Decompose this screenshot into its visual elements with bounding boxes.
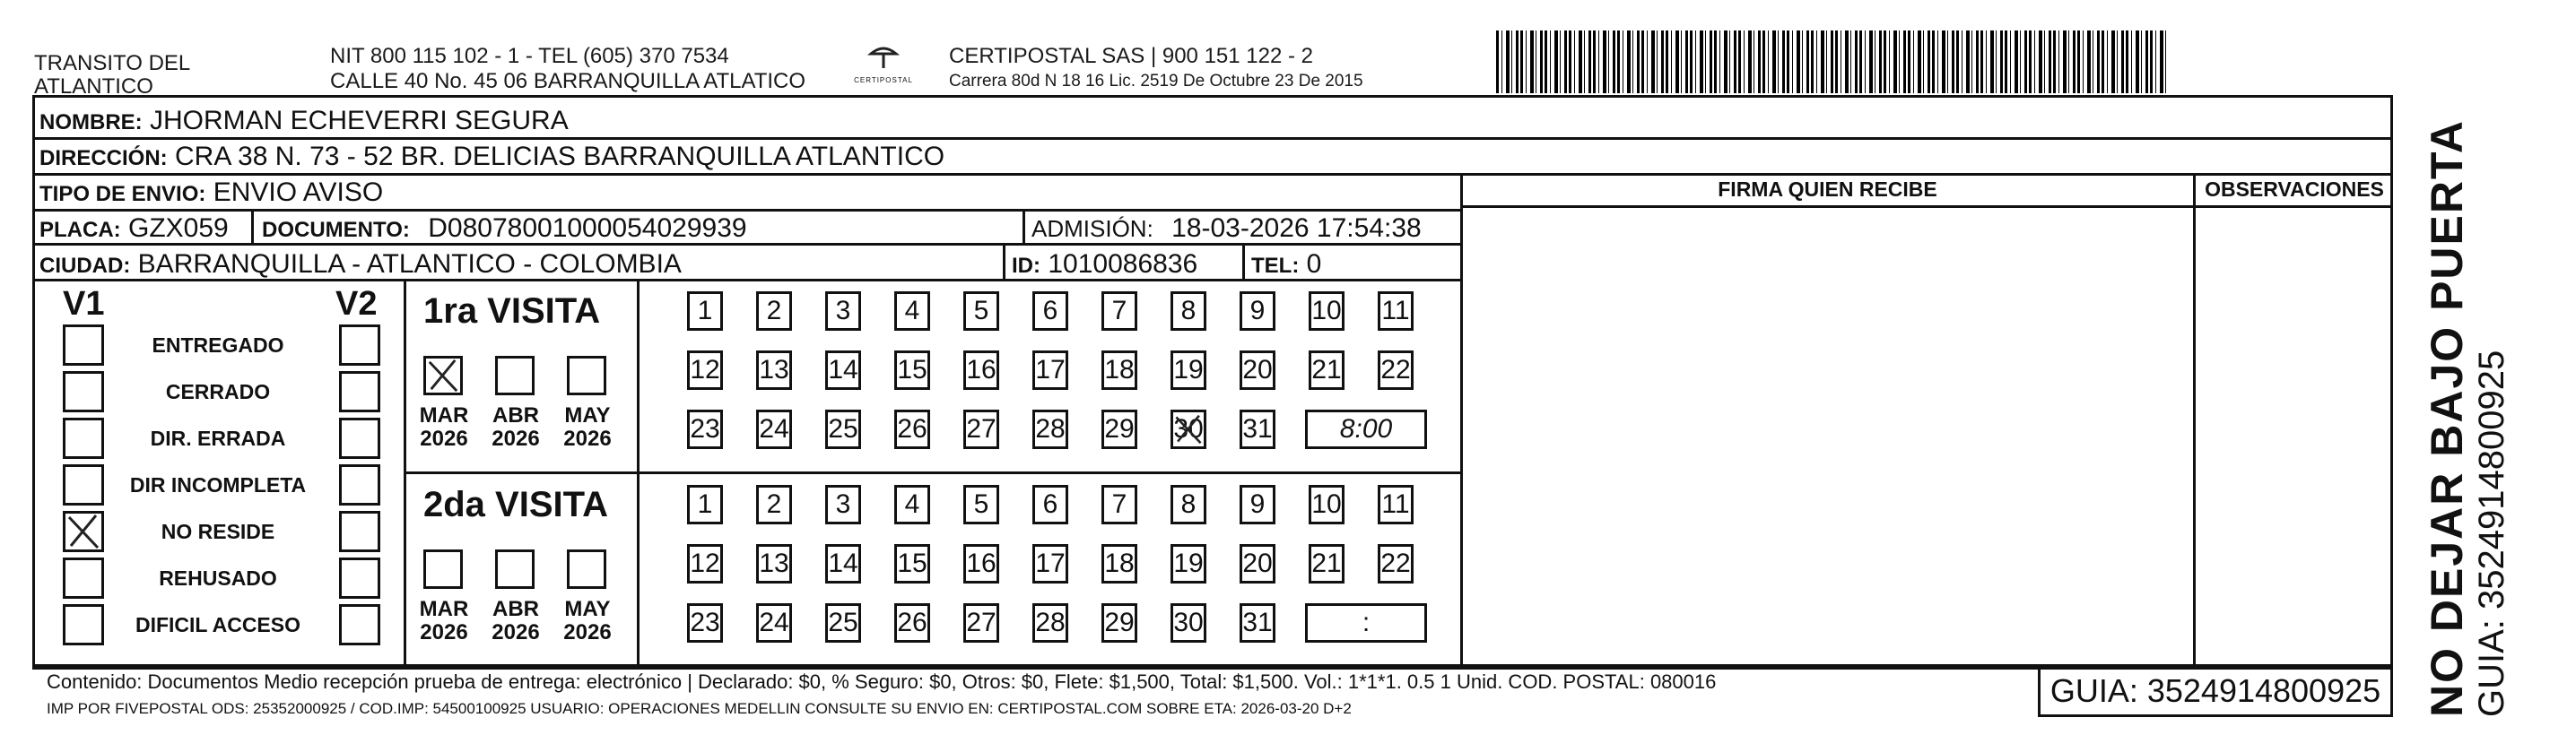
org-line-2: ATLANTICO [34,74,153,99]
firma-area[interactable] [1464,209,2192,666]
day-box[interactable]: 27 [963,410,999,449]
carrier-info [949,45,1363,91]
v2-checkbox[interactable] [339,558,380,599]
observaciones-area[interactable] [2197,209,2392,666]
contenido-line: Contenido: Documentos Medio recepción prueba de entrega: electrónico | Declarado: $0, % Seguro: $0, Otros: $0, Flete: $1,500, Total: $1,500. Vol.: 1*1*1. 0.5 1 Unid. COD. POSTAL: 080016 [47,670,1717,693]
month-checkbox[interactable] [423,549,463,589]
placa-field [39,213,229,246]
tel-label: TEL: [1251,254,1300,278]
v2-checkbox[interactable] [339,511,380,552]
admision-value: 18-03-2026 17:54:38 [1171,213,1422,243]
day-box[interactable]: 21 [1309,544,1345,584]
v1-checkbox[interactable] [63,324,104,366]
day-box[interactable]: 1 [687,291,723,331]
day-box[interactable]: 13 [756,544,792,584]
v2-checkbox[interactable] [339,371,380,412]
day-box[interactable]: 17 [1032,350,1068,390]
day-box[interactable]: 2 [756,485,792,524]
nit-line: NIT 800 115 102 - 1 - TEL (605) 370 7534 [330,44,729,68]
day-box[interactable]: 9 [1240,485,1275,524]
day-box[interactable]: 26 [894,410,930,449]
month-label: MAY 2026 [563,597,612,644]
documento-value: D08078001000054029939 [428,213,747,243]
v1-checkbox[interactable] [63,511,104,552]
imp-line: IMP POR FIVEPOSTAL ODS: 25352000925 / COD.IMP: 54500100925 USUARIO: OPERACIONES MEDELLIN CONSULTE SU ENVIO EN: CERTIPOSTAL.COM SOBRE ETA: 2026-03-20 D+2 [47,700,1352,717]
day-box[interactable]: 10 [1309,485,1345,524]
day-box[interactable]: 7 [1101,291,1137,331]
month-checkbox[interactable] [423,356,463,395]
v2-label: V2 [335,285,378,323]
day-box[interactable]: 4 [894,485,930,524]
status-option-label: DIR INCOMPLETA [129,473,307,497]
day-box[interactable]: 16 [963,350,999,390]
status-option-label: CERRADO [165,380,271,403]
time-box[interactable]: 8:00 [1305,410,1427,449]
month-checkbox[interactable] [567,356,606,395]
org-line-1: TRANSITO DEL [34,51,191,75]
id-field [1012,249,1197,281]
carrier-line-1: CERTIPOSTAL SAS | 900 151 122 - 2 [949,44,1313,68]
status-option-label: REHUSADO [159,566,277,590]
tel-value: 0 [1306,249,1322,279]
day-box[interactable]: 29 [1101,410,1137,449]
visit-title: 2da VISITA [423,485,608,524]
month-label: MAY 2026 [563,403,612,451]
ciudad-label: CIUDAD: [39,254,131,278]
direccion-field [39,142,944,174]
month-label: MAR 2026 [419,403,469,451]
day-box[interactable]: 2 [756,291,792,331]
direccion-label: DIRECCIÓN: [39,146,168,170]
day-box[interactable]: 20 [1240,350,1275,390]
day-box[interactable]: 23 [687,603,723,643]
documento-field [262,213,747,246]
barcode [1496,30,2169,93]
month-label: ABR 2026 [492,403,540,451]
tipo-envio-value: ENVIO AVISO [213,177,384,207]
day-box[interactable]: 25 [825,410,861,449]
month-checkbox[interactable] [567,549,606,589]
day-box[interactable]: 4 [894,291,930,331]
id-value: 1010086836 [1048,249,1198,279]
day-box[interactable]: 29 [1101,603,1137,643]
day-box[interactable]: 23 [687,410,723,449]
month-label: MAR 2026 [419,597,469,644]
day-box[interactable]: 19 [1171,350,1206,390]
v2-checkbox[interactable] [339,418,380,459]
observaciones-header: OBSERVACIONES [2205,177,2384,201]
day-box[interactable]: 6 [1032,485,1068,524]
nombre-field [39,106,569,138]
guia-box-text: GUIA: 3524914800925 [2049,672,2381,709]
v1-checkbox[interactable] [63,604,104,645]
day-box[interactable]: 17 [1032,544,1068,584]
day-box[interactable]: 14 [825,350,861,390]
day-box[interactable]: 22 [1378,544,1414,584]
month-checkbox[interactable] [495,356,535,395]
status-option-label: DIFICIL ACCESO [135,613,300,636]
day-box[interactable]: 8 [1171,485,1206,524]
day-box[interactable]: 21 [1309,350,1345,390]
nombre-value: JHORMAN ECHEVERRI SEGURA [150,106,569,135]
status-option-label: DIR. ERRADA [150,427,286,450]
day-box[interactable]: 15 [894,350,930,390]
visit-title: 1ra VISITA [423,291,601,331]
address-line: CALLE 40 No. 45 06 BARRANQUILLA ATLATICO [330,69,806,93]
placa-value: GZX059 [128,213,229,243]
day-box[interactable]: 5 [963,485,999,524]
logo-icon [867,45,900,72]
id-label: ID: [1012,254,1040,278]
documento-label: DOCUMENTO: [262,218,410,242]
day-box[interactable]: 31 [1240,410,1275,449]
direccion-value: CRA 38 N. 73 - 52 BR. DELICIAS BARRANQUILLA ATLANTICO [175,142,945,171]
day-box[interactable]: 11 [1378,291,1414,331]
day-box[interactable]: 12 [687,350,723,390]
day-box[interactable]: 12 [687,544,723,584]
day-box[interactable]: 7 [1101,485,1137,524]
day-box[interactable]: 31 [1240,603,1275,643]
admision-label: ADMISIÓN: [1031,215,1153,242]
org-contact [330,45,805,93]
day-box[interactable]: 18 [1101,350,1137,390]
day-box[interactable]: 30 [1171,410,1206,449]
carrier-line-2: Carrera 80d N 18 16 Lic. 2519 De Octubre 23 De 2015 [949,72,1363,91]
ciudad-field [39,249,682,281]
placa-label: PLACA: [39,218,121,242]
v2-checkbox[interactable] [339,464,380,506]
day-box[interactable]: 9 [1240,291,1275,331]
tipo-envio-field [39,177,383,210]
day-box[interactable]: 24 [756,603,792,643]
day-box[interactable]: 30 [1171,603,1206,643]
day-box[interactable]: 14 [825,544,861,584]
v1-label: V1 [63,285,105,323]
v2-checkbox[interactable] [339,324,380,366]
day-box[interactable]: 6 [1032,291,1068,331]
day-box[interactable]: 3 [825,291,861,331]
status-option-label: NO RESIDE [161,520,275,543]
day-box[interactable]: 19 [1171,544,1206,584]
v2-checkbox[interactable] [339,604,380,645]
day-box[interactable]: 16 [963,544,999,584]
day-box[interactable]: 15 [894,544,930,584]
day-box[interactable]: 25 [825,603,861,643]
v1-checkbox[interactable] [63,371,104,412]
day-box[interactable]: 8 [1171,291,1206,331]
status-option-label: ENTREGADO [152,333,284,357]
certipostal-logo [839,45,928,84]
side-guia: GUIA: 3524914800925 [2472,350,2511,717]
v1-checkbox[interactable] [63,464,104,506]
day-box[interactable]: 24 [756,410,792,449]
day-box[interactable]: 20 [1240,544,1275,584]
v1-checkbox[interactable] [63,418,104,459]
admision-field [1031,213,1422,244]
firma-header: FIRMA QUIEN RECIBE [1718,177,1937,201]
day-box[interactable]: 28 [1032,410,1068,449]
time-box[interactable]: : [1305,603,1427,643]
month-label: ABR 2026 [492,597,540,644]
month-checkbox[interactable] [495,549,535,589]
day-box[interactable]: 18 [1101,544,1137,584]
day-box[interactable]: 3 [825,485,861,524]
day-box[interactable]: 11 [1378,485,1414,524]
day-box[interactable]: 5 [963,291,999,331]
org-name [34,52,190,99]
day-box[interactable]: 28 [1032,603,1068,643]
ciudad-value: BARRANQUILLA - ATLANTICO - COLOMBIA [137,249,682,279]
side-text [2422,119,2511,717]
day-box[interactable]: 1 [687,485,723,524]
day-box[interactable]: 26 [894,603,930,643]
no-dejar-bajo-puerta: NO DEJAR BAJO PUERTA [2422,119,2472,717]
day-box[interactable]: 27 [963,603,999,643]
day-box[interactable]: 13 [756,350,792,390]
nombre-label: NOMBRE: [39,110,143,134]
logo-text: CERTIPOSTAL [854,76,913,84]
tel-field [1251,249,1321,281]
tipo-envio-label: TIPO DE ENVIO: [39,182,206,206]
day-box[interactable]: 10 [1309,291,1345,331]
day-box[interactable]: 22 [1378,350,1414,390]
v1-checkbox[interactable] [63,558,104,599]
